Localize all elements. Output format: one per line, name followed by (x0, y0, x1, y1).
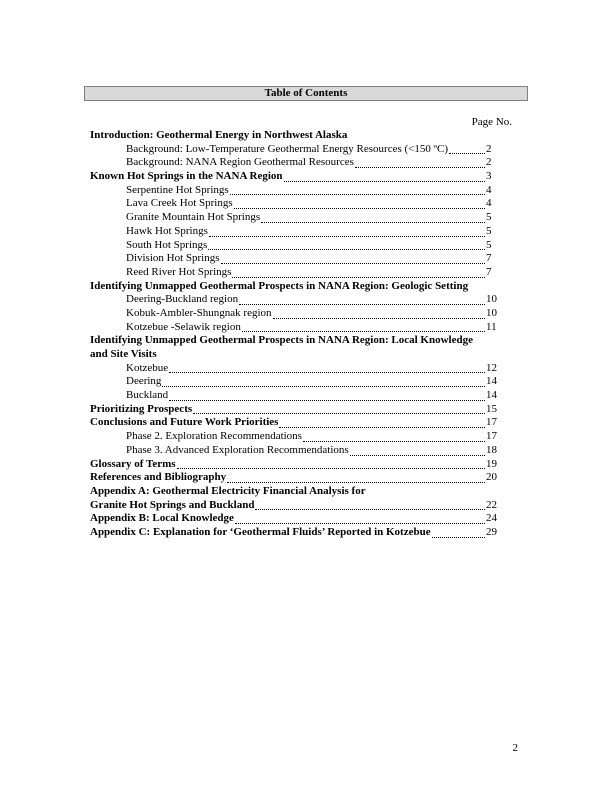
dot-leader (221, 262, 485, 264)
toc-entry[interactable] (90, 170, 500, 184)
toc-entry[interactable] (90, 526, 500, 540)
dot-leader (208, 248, 485, 250)
toc-entry-page: 14 (486, 375, 497, 388)
dot-leader (284, 180, 485, 182)
toc-entry-page: 10 (486, 293, 497, 306)
dot-leader (355, 166, 485, 168)
toc-entry-title: Lava Creek Hot Springs (126, 197, 233, 210)
dot-leader (162, 385, 485, 387)
toc-entry[interactable] (90, 416, 500, 430)
toc-entry-title: Appendix A: Geothermal Electricity Financial Analysis for (90, 484, 366, 497)
toc-entry-title: Buckland (126, 389, 169, 402)
toc-entry-title: South Hot Springs (126, 238, 208, 251)
toc-entry[interactable] (90, 211, 500, 225)
page-no-column-label: Page No. (471, 116, 512, 128)
toc-entry-page: 20 (486, 471, 497, 484)
toc-entry[interactable] (90, 321, 500, 335)
toc-entry-title: Granite Mountain Hot Springs (126, 211, 261, 224)
toc-entry[interactable] (90, 197, 500, 211)
toc-entry-title: Appendix B: Local Knowledge (90, 512, 234, 525)
dot-leader (235, 522, 485, 524)
toc-entry-title: Hawk Hot Springs (126, 224, 208, 237)
page-number: 2 (512, 742, 518, 754)
toc-entry-title: Granite Hot Springs and Buckland (90, 498, 255, 511)
dot-leader (232, 276, 485, 278)
toc-entry-page: 22 (486, 498, 497, 511)
toc-entry-page: 24 (486, 512, 497, 525)
toc-entry-title: References and Bibliography (90, 471, 227, 484)
toc-entry[interactable] (90, 156, 500, 170)
dot-leader (177, 467, 485, 469)
toc-entry[interactable] (90, 375, 500, 389)
toc-entry[interactable] (90, 307, 500, 321)
toc-entry-title: Phase 3. Advanced Exploration Recommendations (126, 443, 349, 456)
toc-entry-page: 12 (486, 361, 497, 374)
toc-entry[interactable] (90, 499, 500, 513)
dot-leader (234, 207, 485, 209)
toc-entry-page: 5 (486, 211, 492, 224)
toc-entry-title: Kotzebue -Selawik region (126, 320, 241, 333)
toc-entry[interactable] (90, 444, 500, 458)
toc-entry-title: Deering (126, 375, 162, 388)
toc-entry-page: 11 (486, 320, 497, 333)
toc-entry-title: Identifying Unmapped Geothermal Prospects in NANA Region: Local Knowledge (90, 334, 473, 347)
dot-leader (227, 481, 485, 483)
toc-entry-page: 2 (486, 142, 492, 155)
toc-entry-page: 4 (486, 197, 492, 210)
dot-leader (209, 235, 485, 237)
toc-entry[interactable] (90, 403, 500, 417)
toc-entry[interactable] (90, 458, 500, 472)
toc-entry[interactable] (90, 362, 500, 376)
toc-entry[interactable] (90, 184, 500, 198)
toc-entry[interactable] (90, 239, 500, 253)
toc-entry[interactable] (90, 389, 500, 403)
dot-leader (273, 317, 485, 319)
toc-entry-page: 14 (486, 389, 497, 402)
toc-entry-title: Background: NANA Region Geothermal Resources (126, 156, 354, 169)
toc-entry[interactable] (90, 471, 500, 485)
toc-entry-page: 5 (486, 224, 492, 237)
toc-entry-page: 2 (486, 156, 492, 169)
dot-leader (303, 440, 485, 442)
toc-entry-page: 10 (486, 306, 497, 319)
dot-leader (242, 330, 485, 332)
toc-entry-title: Known Hot Springs in the NANA Region (90, 170, 283, 183)
dot-leader (169, 371, 485, 373)
toc-entry-page: 18 (486, 443, 497, 456)
toc-entry-title: Reed River Hot Springs (126, 265, 232, 278)
toc-entry-page: 4 (486, 183, 492, 196)
toc-entry[interactable] (90, 129, 500, 143)
toc-entry-title: and Site Visits (90, 348, 157, 360)
toc-entry[interactable] (90, 485, 500, 499)
dot-leader (350, 454, 485, 456)
toc-header: Table of Contents (84, 86, 528, 101)
toc-list (90, 129, 500, 540)
toc-entry[interactable] (90, 225, 500, 239)
toc-entry-page: 7 (486, 252, 492, 265)
dot-leader (230, 193, 485, 195)
dot-leader (193, 412, 485, 414)
toc-entry-title: Introduction: Geothermal Energy in Northwest Alaska (90, 129, 348, 141)
dot-leader (239, 303, 485, 305)
dot-leader (432, 536, 485, 538)
toc-entry-title: Kobuk-Ambler-Shungnak region (126, 306, 272, 319)
dot-leader (169, 399, 485, 401)
toc-entry-page: 15 (486, 402, 497, 415)
toc-entry-title: Identifying Unmapped Geothermal Prospects in NANA Region: Geologic Setting (90, 279, 469, 292)
toc-entry-page: 5 (486, 238, 492, 251)
toc-entry-title: Prioritizing Prospects (90, 402, 193, 415)
toc-entry-page: 17 (486, 430, 497, 443)
toc-entry-page: 29 (486, 525, 497, 538)
toc-entry[interactable] (90, 252, 500, 266)
toc-entry-title: Background: Low-Temperature Geothermal Energy Resources (<150 ºC) (126, 142, 449, 155)
toc-entry-page: 3 (486, 170, 492, 183)
toc-entry-title: Deering-Buckland region (126, 293, 239, 306)
dot-leader (279, 426, 485, 428)
toc-entry[interactable] (90, 334, 500, 348)
toc-entry[interactable] (90, 512, 500, 526)
toc-entry-title: Appendix C: Explanation for ‘Geothermal Fluids’ Reported in Kotzebue (90, 525, 431, 538)
toc-entry-page: 7 (486, 265, 492, 278)
dot-leader (255, 508, 485, 510)
toc-entry-title: Glossary of Terms (90, 457, 176, 470)
toc-entry-title: Phase 2. Exploration Recommendations (126, 430, 302, 443)
toc-entry-page: 17 (486, 416, 497, 429)
toc-entry[interactable] (90, 348, 500, 362)
dot-leader (261, 221, 485, 223)
toc-entry[interactable] (90, 266, 500, 280)
toc-entry[interactable] (90, 293, 500, 307)
toc-entry-title: Serpentine Hot Springs (126, 183, 229, 196)
toc-entry[interactable] (90, 430, 500, 444)
toc-entry-title: Division Hot Springs (126, 252, 220, 265)
toc-entry-title: Kotzebue (126, 361, 169, 374)
toc-entry[interactable] (90, 280, 500, 294)
toc-entry-title: Conclusions and Future Work Priorities (90, 416, 279, 429)
toc-entry-page: 19 (486, 457, 497, 470)
toc-entry[interactable] (90, 143, 500, 157)
dot-leader (449, 152, 485, 154)
